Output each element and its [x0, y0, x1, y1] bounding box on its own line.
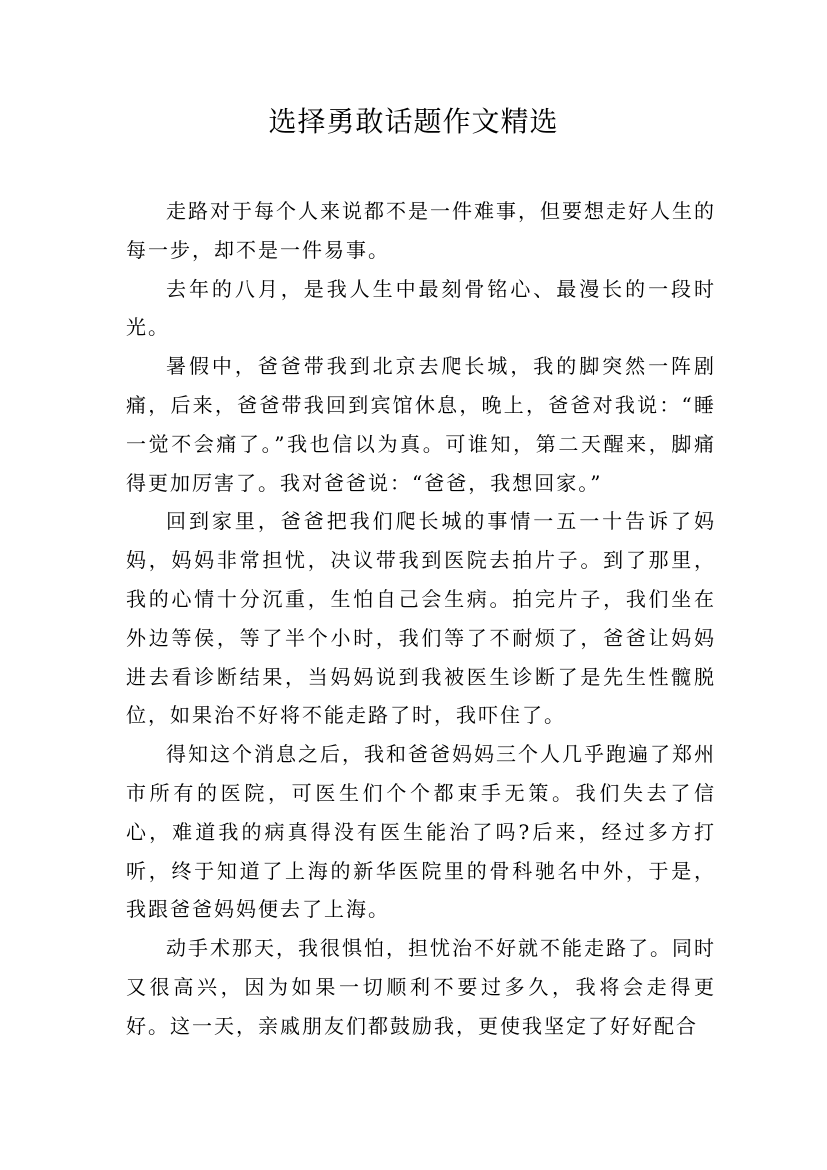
paragraph: 得知这个消息之后，我和爸爸妈妈三个人几乎跑遍了郑州市所有的医院，可医生们个个都束手无策。我们失去了信心，难道我的病真得没有医生能治了吗?后来，经过多方打听，终于知道了上海的新华医院里的骨科驰名中外，于是，我跟爸爸妈妈便去了上海。 [126, 742, 716, 922]
paragraph: 暑假中，爸爸带我到北京去爬长城，我的脚突然一阵剧痛，后来，爸爸带我回到宾馆休息，晚上，爸爸对我说：“睡一觉不会痛了。”我也信以为真。可谁知，第二天醒来，脚痛得更加厉害了。我对爸爸说：“爸爸，我想回家。” [126, 354, 716, 495]
paragraph: 动手术那天，我很惧怕，担忧治不好就不能走路了。同时又很高兴，因为如果一切顺利不要过多久，我将会走得更好。这一天，亲戚朋友们都鼓励我，更使我坚定了好好配合 [126, 936, 716, 1038]
paragraph: 回到家里，爸爸把我们爬长城的事情一五一十告诉了妈妈，妈妈非常担忧，决议带我到医院去拍片子。到了那里，我的心情十分沉重，生怕自己会生病。拍完片子，我们坐在外边等侯，等了半个小时，我们等了不耐烦了，爸爸让妈妈进去看诊断结果，当妈妈说到我被医生诊断了是先生性髋脱位，如果治不好将不能走路了时，我吓住了。 [126, 509, 716, 728]
paragraph: 去年的八月，是我人生中最刻骨铭心、最漫长的一段时光。 [126, 276, 716, 340]
paragraph: 走路对于每个人来说都不是一件难事，但要想走好人生的每一步，却不是一件易事。 [126, 199, 716, 262]
document-title: 选择勇敢话题作文精选 [268, 105, 559, 138]
document-body [126, 192, 716, 1046]
